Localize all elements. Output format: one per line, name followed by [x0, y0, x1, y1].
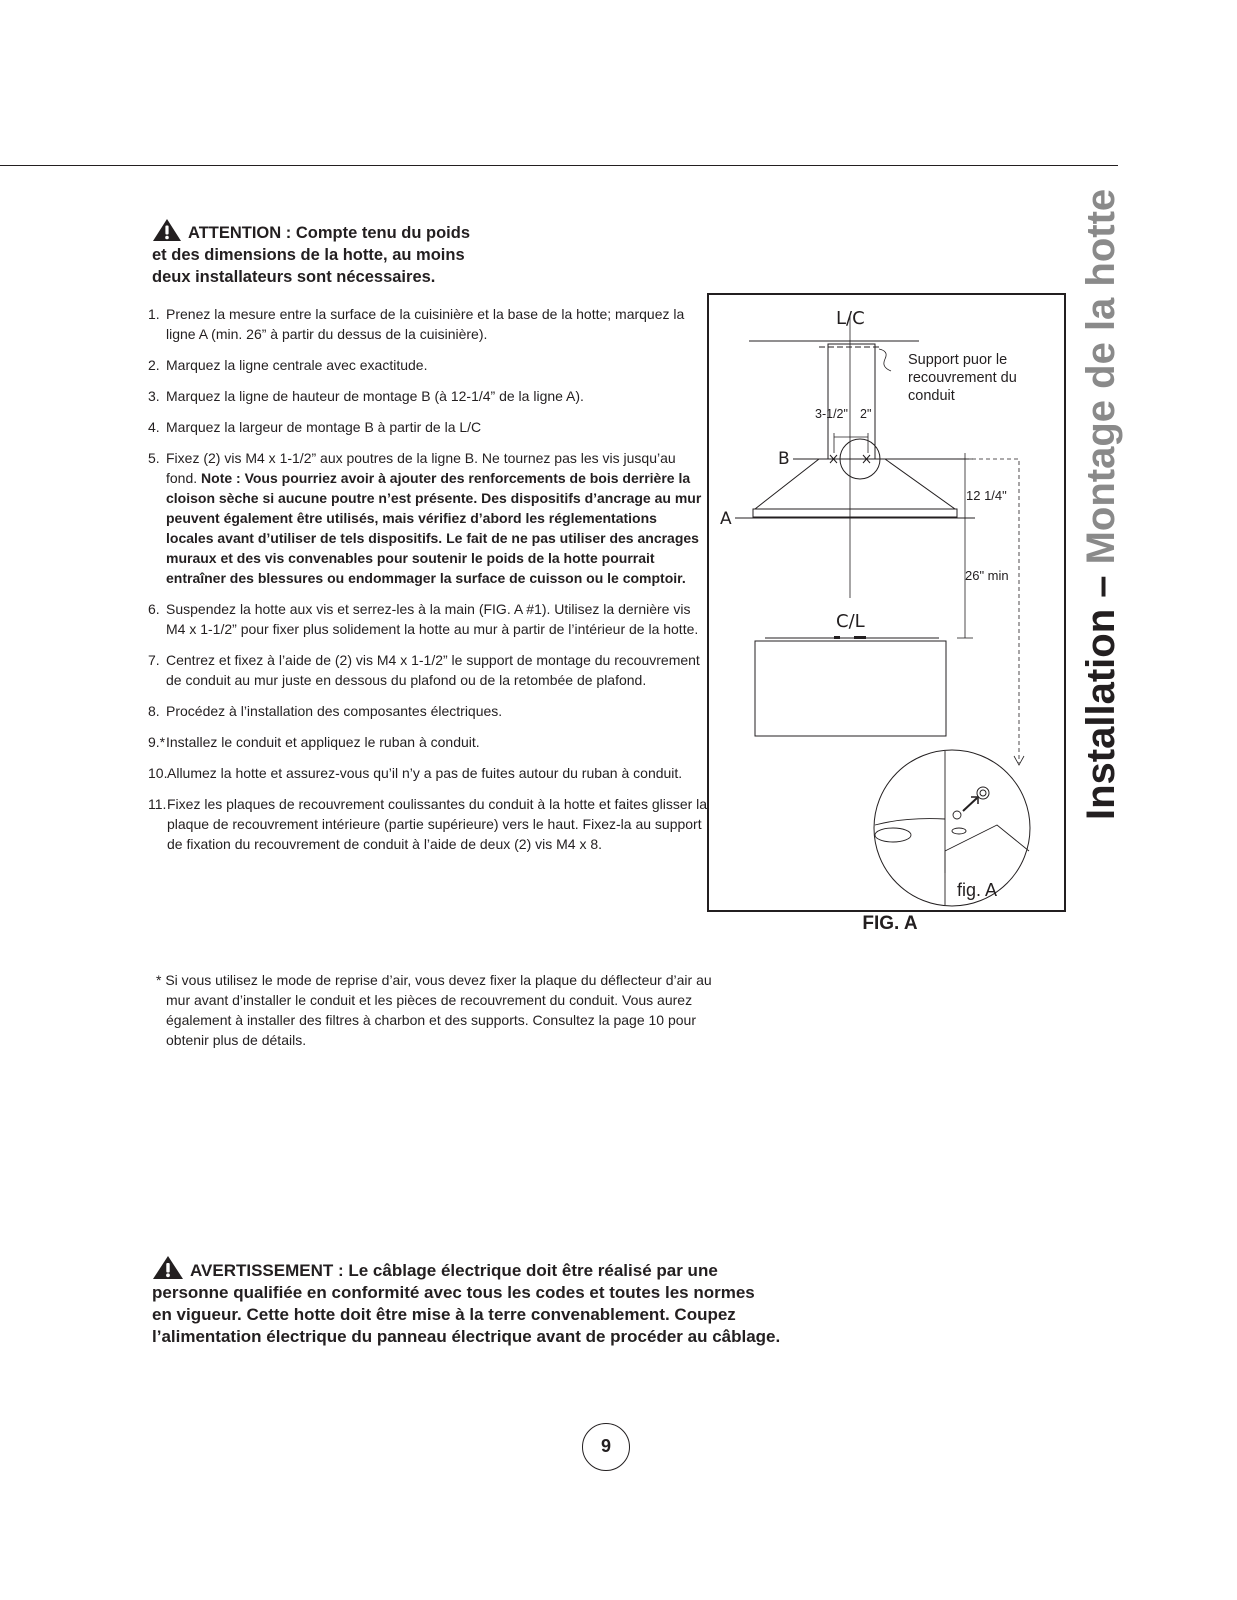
attention-line-3: deux installateurs sont nécessaires. [152, 268, 436, 286]
figure-detail-label: fig. A [957, 880, 998, 900]
step-item: 3. Marquez la ligne de hauteur de montage B (à 12-1/4” de la ligne A). [148, 388, 584, 404]
figure-label-lc-top: L/C [836, 308, 865, 329]
step-item: 5. Fixez (2) vis M4 x 1-1/2” aux poutres de la ligne B. Ne tournez pas les vis jusqu’au fond. Note : Vous pourriez avoir à ajouter des renforcements de bois derrière la cloison sèche si aucune poutre n’est présente. Des dispositifs d’ancrage au mur peuvent également être utilisés, mais vérifiez d’abord les réglementations locales avant d’utiliser de tels dispositifs. Le fait de ne pas utiliser des ancrages muraux et des vis convenables pour soutenir le poids de la hotte pourrait entraîner des blessures ou endommager la surface de cuisson ou le comptoir. [148, 450, 702, 586]
figure-label-cl-bottom: C/L [836, 611, 865, 632]
figure-dim-min: 26" min [965, 568, 1009, 583]
installation-steps [148, 304, 708, 865]
figure-dim-right: 2" [860, 407, 872, 421]
step-item: 6. Suspendez la hotte aux vis et serrez-les à la main (FIG. A #1). Utilisez la dernière vis M4 x 1-1/2” pour fixer plus solidement la hotte au mur à partir de l’intérieur de la hotte. [148, 601, 699, 637]
footnote: * Si vous utilisez le mode de reprise d’air, vous devez fixer la plaque du déflecteur d’air au mur avant d’installer le conduit et les pièces de recouvrement du conduit. Vous aurez également à installer des filtres à charbon et des supports. Consultez la page 10 pour obtenir plus de détails. [156, 972, 712, 1048]
warning-triangle-icon [152, 218, 182, 242]
figure-label-b: B [778, 449, 790, 469]
figure-dim-height: 12 1/4" [966, 488, 1007, 503]
section-side-title: Installation – Montage de la hotte [1079, 188, 1123, 820]
header-rule [0, 165, 1118, 166]
warning-line-1: AVERTISSEMENT : Le câblage électrique doit être réalisé par une [152, 1255, 852, 1282]
electrical-warning [152, 1255, 852, 1348]
page-number: 9 [582, 1423, 630, 1471]
attention-line-2: et des dimensions de la hotte, au moins [152, 246, 465, 264]
step-item: 11. Fixez les plaques de recouvrement coulissantes du conduit à la hotte et faites glisser la plaque de recouvrement intérieure (partie supérieure) vers le haut. Fixez-la au support de fixation du recouvrement de conduit à l’aide de deux (2) vis M4 x 8. [148, 796, 708, 852]
step-item: 7. Centrez et fixez à l’aide de (2) vis M4 x 1-1/2” le support de montage du recouvrement de conduit au mur juste en dessous du plafond ou de la retombée de plafond. [148, 652, 700, 688]
warning-line-4: l’alimentation électrique du panneau électrique avant de procéder au câblage. [152, 1327, 781, 1346]
warning-line-3: en vigueur. Cette hotte doit être mise à la terre convenablement. Coupez [152, 1305, 736, 1324]
figure-dim-left: 3-1/2" [815, 407, 848, 421]
step-item: 10. Allumez la hotte et assurez-vous qu’il n’y a pas de fuites autour du ruban à conduit. [148, 765, 683, 781]
attention-line-1: ATTENTION : Compte tenu du poids [152, 218, 532, 244]
warning-line-2: personne qualifiée en conformité avec tous les codes et toutes les normes [152, 1283, 755, 1302]
figure-support-label: Support puor le recouvrement du conduit [908, 352, 1017, 404]
attention-notice [152, 218, 532, 288]
step-item: 8. Procédez à l’installation des composantes électriques. [148, 703, 503, 719]
step-item: 1. Prenez la mesure entre la surface de la cuisinière et la base de la hotte; marquez la ligne A (min. 26” à partir du dessus de la cuisinière). [148, 306, 685, 342]
warning-triangle-icon [152, 1255, 184, 1280]
step-item: 9.* Installez le conduit et appliquez le ruban à conduit. [148, 734, 480, 750]
step-item: 2. Marquez la ligne centrale avec exactitude. [148, 357, 428, 373]
figure-label-a: A [720, 509, 732, 529]
step-note: Note : Vous pourriez avoir à ajouter des renforcements de bois derrière la cloison sèche si aucune poutre n’est présente. Des dispositifs d’ancrage au mur peuvent également être utilisés, mais vérifiez d’abord les réglementations locales avant d’utiliser de tels dispositifs. Le fait de ne pas utiliser des ancrages muraux et des vis convenables pour soutenir le poids de la hotte pourrait entraîner des blessures ou endommager la surface de cuisson ou le comptoir. [166, 470, 702, 586]
step-item: 4. Marquez la largeur de montage B à partir de la L/C [148, 419, 482, 435]
figure-caption: FIG. A [862, 913, 918, 934]
